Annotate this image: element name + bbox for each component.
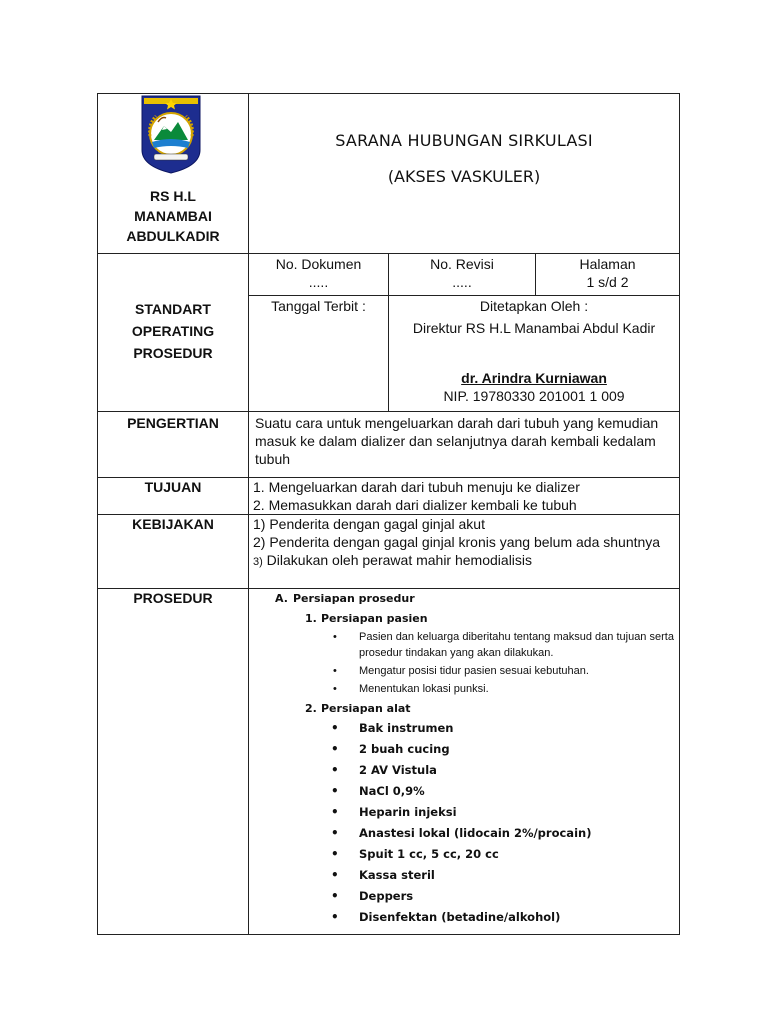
issued-label: Tanggal Terbit : [271,298,366,314]
list-item-text: Kassa steril [359,868,435,882]
page-cell [536,254,680,296]
list-item [249,629,679,661]
procedure-row [98,589,680,935]
procedure-label-cell [98,589,249,935]
hospital-cell [98,94,249,254]
policy-item [253,533,673,551]
definition-text: Suatu cara untuk mengeluarkan darah dari tubuh yang kemudian masuk ke dalam dializer dan selanjutnya darah kembali kedalam tubuh [255,415,659,467]
doc-number-value: ..... [308,274,329,290]
bullet-icon: • [333,665,337,677]
approved-label: Ditetapkan Oleh : [479,298,589,314]
procedure-section-heading [249,591,679,607]
policy-label-cell [98,515,249,589]
bullet-icon: • [331,784,339,798]
hospital-name-line: ABDULKADIR [126,228,220,244]
signer-nip: NIP. 19780330 201001 1 009 [443,388,625,404]
page-value: 1 s/d 2 [586,274,629,290]
purpose-label: TUJUAN [144,479,202,495]
policy-item [253,515,673,533]
bullet-icon: • [333,631,337,643]
list-item [249,739,679,760]
policy-text: Penderita dengan gagal ginjal kronis yang belum ada shuntnya [269,534,661,550]
bullet-icon: • [333,683,337,695]
section-title: Persiapan prosedur [293,592,415,605]
revision-value: ..... [452,274,472,290]
purpose-label-cell [98,478,249,515]
bullet-icon: • [331,847,339,861]
sop-label-line: PROSEDUR [133,345,213,361]
purpose-cell [249,478,680,515]
list-item [249,907,679,928]
patient-prep-list [249,629,679,697]
doc-number-label: No. Dokumen [275,256,362,272]
document-title: SARANA HUBUNGAN SIRKULASI [335,131,593,150]
definition-label-cell [98,412,249,478]
list-item-text: Deppers [359,889,414,903]
page-label: Halaman [579,256,636,272]
list-item [249,781,679,802]
list-item [249,844,679,865]
list-item-text: Mengatur posisi tidur pasien sesuai kebutuhan. [359,665,589,677]
header-row [98,94,680,254]
policy-text: Penderita dengan gagal ginjal akut [269,516,485,532]
approved-by: Direktur RS H.L Manambai Abdul Kadir [412,320,656,336]
policy-marker: 3) [253,556,263,568]
list-item-text: Disenfektan (betadine/alkohol) [359,910,561,924]
definition-label: PENGERTIAN [127,415,219,431]
list-item [249,823,679,844]
document-subtitle: (AKSES VASKULER) [387,167,541,186]
bullet-icon: • [331,910,339,924]
equipment-list [249,718,679,928]
sop-table [97,93,680,935]
definition-row [98,412,680,478]
bullet-icon: • [331,721,339,735]
signer-name: dr. Arindra Kurniawan [461,370,607,386]
list-item-text: 2 AV Vistula [359,763,437,777]
step-title: Persiapan alat [321,702,411,715]
list-item-text: Pasien dan keluarga diberitahu tentang maksud dan tujuan serta prosedur tindakan yang akan dilakukan. [359,631,674,659]
list-item [249,760,679,781]
list-item-text: 2 buah cucing [359,742,450,756]
list-item-text: Menentukan lokasi punksi. [359,683,489,695]
doc-number-row [98,254,680,296]
list-item-text: Spuit 1 cc, 5 cc, 20 cc [359,847,499,861]
bullet-icon: • [331,805,339,819]
list-item [249,663,679,679]
sop-label-line: OPERATING [131,323,215,339]
hospital-name-line: RS H.L [150,188,196,204]
step-marker: 1. [305,612,317,625]
step-heading [249,610,679,628]
doc-number-cell [249,254,389,296]
sop-label-cell [98,254,249,412]
bullet-icon: • [331,868,339,882]
hospital-name-line: MANAMBAI [134,208,212,224]
policy-label: KEBIJAKAN [132,516,214,532]
policy-cell [249,515,680,589]
list-item-text: NaCl 0,9% [359,784,425,798]
policy-marker: 2) [253,534,266,550]
purpose-row [98,478,680,515]
procedure-label: PROSEDUR [133,590,213,606]
bullet-icon: • [331,826,339,840]
step-heading [249,700,679,718]
procedure-cell [249,589,680,935]
section-marker: A. [275,592,288,605]
list-item-text: Anastesi lokal (lidocain 2%/procain) [359,826,592,840]
sop-label-line: STANDART [135,301,211,317]
list-item [249,681,679,697]
regional-emblem-icon [138,94,204,174]
revision-cell [389,254,536,296]
issued-cell [249,296,389,412]
bullet-icon: • [331,763,339,777]
purpose-item: 1. Mengeluarkan darah dari tubuh menuju ke dializer [253,479,580,495]
policy-marker: 1) [253,516,266,532]
step-title: Persiapan pasien [321,612,428,625]
definition-cell [249,412,680,478]
policy-text: Dilakukan oleh perawat mahir hemodialisis [266,552,533,568]
list-item-text: Heparin injeksi [359,805,457,819]
purpose-item: 2. Memasukkan darah dari dializer kembali ke tubuh [253,497,577,513]
step-marker: 2. [305,702,317,715]
policy-item [253,551,673,571]
approval-cell [389,296,680,412]
list-item [249,802,679,823]
revision-label: No. Revisi [430,256,494,272]
list-item [249,886,679,907]
title-cell [249,94,680,254]
list-item [249,718,679,739]
list-item-text: Bak instrumen [359,721,454,735]
list-item [249,865,679,886]
bullet-icon: • [331,889,339,903]
policy-row [98,515,680,589]
bullet-icon: • [331,742,339,756]
